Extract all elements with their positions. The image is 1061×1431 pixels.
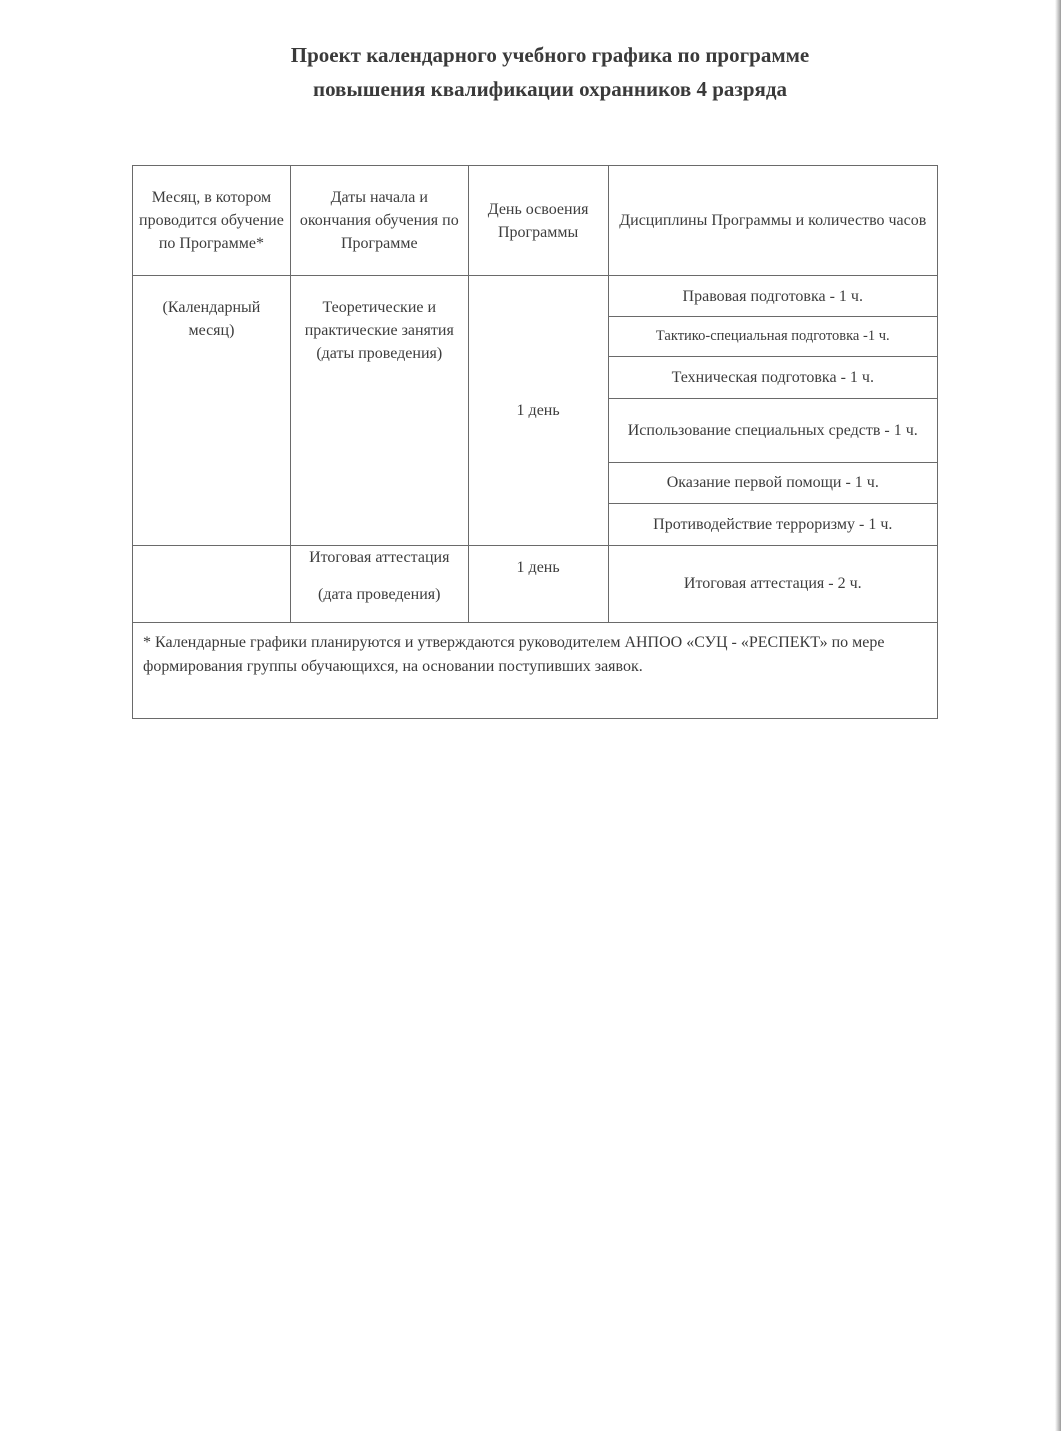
day-cell: 1 день xyxy=(468,276,608,545)
header-disciplines: Дисциплины Программы и количество часов xyxy=(608,166,937,276)
discipline-cell: Тактико-специальная подготовка -1 ч. xyxy=(608,316,937,357)
scan-edge xyxy=(1055,0,1061,1431)
attestation-label-cell: Итоговая аттестация (дата проведения) xyxy=(290,545,468,622)
attestation-day-cell: 1 день xyxy=(468,545,608,622)
header-dates: Даты начала и окончания обучения по Программе xyxy=(290,166,468,276)
header-row xyxy=(133,166,938,276)
title-line-2: повышения квалификации охранников 4 разряда xyxy=(312,77,788,101)
table-row xyxy=(133,276,938,317)
attestation-discipline-cell: Итоговая аттестация - 2 ч. xyxy=(608,545,937,622)
month-cell: (Календарный месяц) xyxy=(133,276,291,545)
header-month: Месяц, в котором проводится обучение по Программе* xyxy=(133,166,291,276)
document-title xyxy=(150,38,950,106)
discipline-cell: Техническая подготовка - 1 ч. xyxy=(608,357,937,399)
table-row xyxy=(133,545,938,622)
title-line-1: Проект календарного учебного графика по программе xyxy=(290,43,810,67)
header-day: День освоения Программы xyxy=(468,166,608,276)
footnote: * Календарные графики планируются и утверждаются руководителем АНПОО «СУЦ - «РЕСПЕКТ» по мере формирования группы обучающихся, на основании поступивших заявок. xyxy=(133,622,938,718)
schedule-table xyxy=(132,165,938,719)
classes-cell: Теоретические и практические занятия (даты проведения) xyxy=(290,276,468,545)
discipline-cell: Правовая подготовка - 1 ч. xyxy=(608,276,937,317)
discipline-cell: Оказание первой помощи - 1 ч. xyxy=(608,462,937,504)
footnote-row xyxy=(133,622,938,718)
month-cell-empty xyxy=(133,545,291,622)
discipline-cell: Использование специальных средств - 1 ч. xyxy=(608,398,937,462)
discipline-cell: Противодействие терроризму - 1 ч. xyxy=(608,504,937,546)
